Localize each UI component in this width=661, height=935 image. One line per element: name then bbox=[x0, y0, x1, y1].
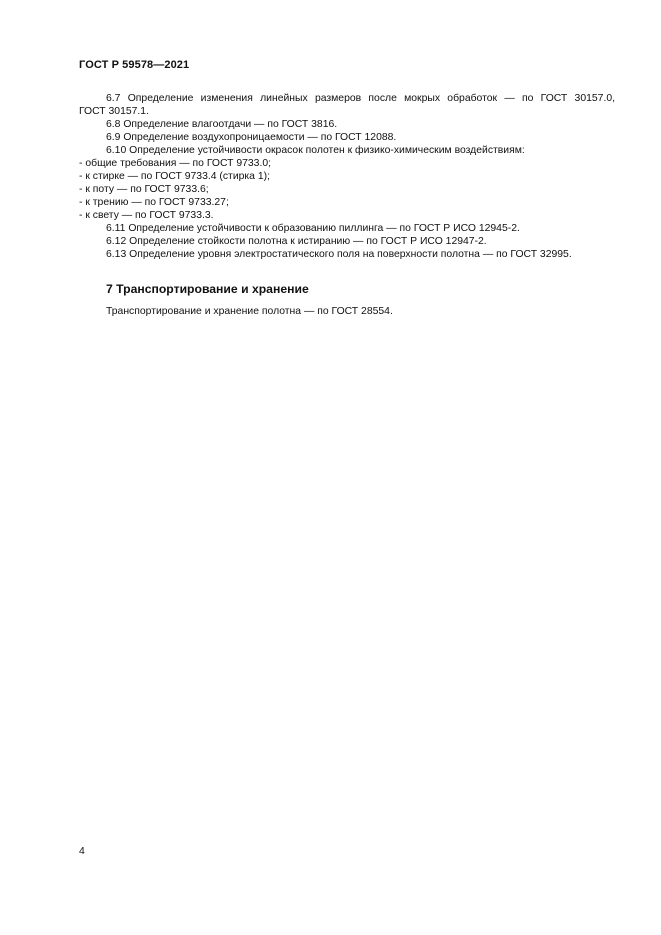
section-7-body: Транспортирование и хранение полотна — по ГОСТ 28554. bbox=[106, 306, 393, 317]
list-item-washing: - к стирке — по ГОСТ 9733.4 (стирка 1); bbox=[79, 171, 270, 182]
test-methods-list bbox=[79, 92, 615, 261]
document-header: ГОСТ Р 59578—2021 bbox=[79, 59, 190, 71]
clause-6-10: 6.10 Определение устойчивости окрасок полотен к физико-химическим воздействиям: bbox=[106, 145, 525, 156]
clause-6-12: 6.12 Определение стойкости полотна к истиранию — по ГОСТ Р ИСО 12947-2. bbox=[106, 236, 487, 247]
list-item-general: - общие требования — по ГОСТ 9733.0; bbox=[79, 158, 272, 169]
list-item-light: - к свету — по ГОСТ 9733.3. bbox=[79, 210, 214, 221]
clause-6-7-line-1: 6.7 Определение изменения линейных размеров после мокрых обработок — по ГОСТ 30157.0, bbox=[106, 93, 615, 104]
clause-6-8: 6.8 Определение влагоотдачи — по ГОСТ 3816. bbox=[106, 119, 338, 130]
clause-6-7-line-2: ГОСТ 30157.1. bbox=[79, 106, 149, 117]
clause-6-11: 6.11 Определение устойчивости к образованию пиллинга — по ГОСТ Р ИСО 12945-2. bbox=[106, 223, 520, 234]
section-7-title: 7 Транспортирование и хранение bbox=[106, 282, 309, 296]
list-item-sweat: - к поту — по ГОСТ 9733.6; bbox=[79, 184, 209, 195]
page-number: 4 bbox=[79, 846, 85, 857]
list-item-rubbing: - к трению — по ГОСТ 9733.27; bbox=[79, 197, 229, 208]
clause-6-13: 6.13 Определение уровня электростатического поля на поверхности полотна — по ГОСТ 32995. bbox=[106, 249, 572, 260]
clause-6-9: 6.9 Определение воздухопроницаемости — по ГОСТ 12088. bbox=[106, 132, 397, 143]
